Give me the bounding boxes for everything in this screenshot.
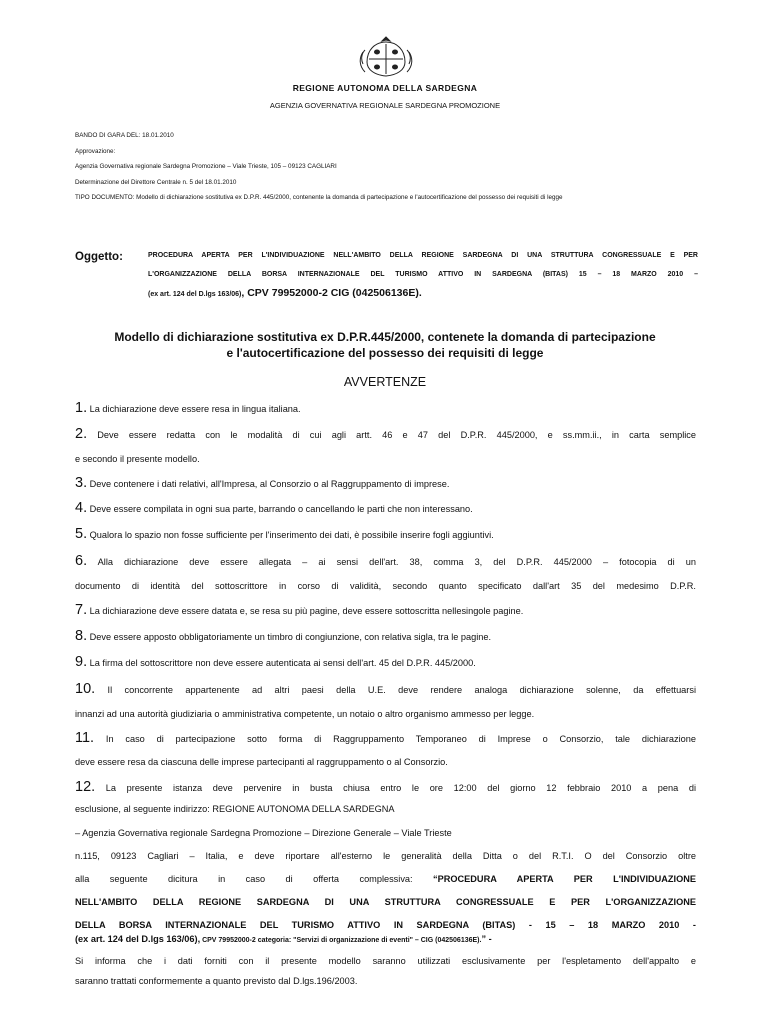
doc-title-line-2: e l'autocertificazione del possesso dei requisiti di legge bbox=[226, 346, 544, 360]
meta-agenzia: Agenzia Governativa regionale Sardegna Promozione – Viale Trieste, 105 – 09123 CAGLIARI bbox=[75, 163, 337, 170]
meta-bando: BANDO DI GARA DEL: 18.01.2010 bbox=[75, 132, 174, 139]
list-item-continued: – Agenzia Governativa regionale Sardegna Promozione – Direzione Generale – Viale Trieste bbox=[75, 828, 452, 838]
privacy-line-2: saranno trattati conformemente a quanto previsto dal D.lgs.196/2003. bbox=[75, 976, 358, 986]
list-item: 1. La dichiarazione deve essere resa in lingua italiana. bbox=[75, 400, 301, 416]
list-item: 4. Deve essere compilata in ogni sua parte, barrando o cancellando le parti che non interessano. bbox=[75, 500, 473, 516]
list-item: 3. Deve contenere i dati relativi, all'Impresa, al Consorzio o al Raggruppamento di imprese. bbox=[75, 475, 450, 491]
meta-approvazione: Approvazione: bbox=[75, 148, 116, 155]
oggetto-line-1: PROCEDURA APERTA PER L'INDIVIDUAZIONE NELL'AMBITO DELLA REGIONE SARDEGNA DI UNA STRUTTURA CONGRESSUALE E PER bbox=[148, 252, 698, 259]
meta-tipo-documento: TIPO DOCUMENTO: Modello di dichiarazione sostitutiva ex D.P.R. 445/2000, contenente la domanda di partecipazione e l'autocertificazione del possesso dei requisiti di legge bbox=[75, 194, 563, 201]
list-item: 12. La presente istanza deve pervenire in busta chiusa entro le ore 12:00 del giorno 12 febbraio 2010 a pena di bbox=[75, 779, 696, 795]
oggetto-ref: (ex art. 124 del D.lgs 163/06) bbox=[148, 291, 242, 298]
list-item-continued: documento di identità del sottoscrittore in corso di validità, secondo quanto specificato dall'art 35 del medesimo D.P.R. bbox=[75, 581, 696, 591]
list-item-continued: n.115, 09123 Cagliari – Italia, e deve riportare all'esterno le generalità della Ditta o del R.T.I. O del Consorzio oltre bbox=[75, 851, 696, 861]
list-item-continued: deve essere resa da ciascuna delle imprese partecipanti al raggruppamento o al Consorzio. bbox=[75, 757, 448, 767]
list-item: 10. Il concorrente appartenente ad altri paesi della U.E. deve rendere analoga dichiarazione solenne, da effettuarsi bbox=[75, 681, 696, 697]
meta-determinazione: Determinazione del Direttore Centrale n. 5 del 18.01.2010 bbox=[75, 179, 237, 186]
list-item-continued: DELLA BORSA INTERNAZIONALE DEL TURISMO ATTIVO IN SARDEGNA (BITAS) - 15 – 18 MARZO 2010 - bbox=[75, 920, 696, 930]
list-item: 6. Alla dichiarazione deve essere allegata – ai sensi dell'art. 38, comma 3, del D.P.R. 445/2000 – fotocopia di un bbox=[75, 553, 696, 569]
list-item-continued: alla seguente dicitura in caso di offerta complessiva: “PROCEDURA APERTA PER L'INDIVIDUAZIONE bbox=[75, 874, 696, 884]
list-item: 2. Deve essere redatta con le modalità di cui agli artt. 46 e 47 del D.P.R. 445/2000, e ss.mm.ii., in carta semplice bbox=[75, 426, 696, 442]
oggetto-line-3 bbox=[148, 287, 422, 299]
privacy-line-1: Si informa che i dati forniti con il presente modello saranno utilizzati esclusivamente per l'espletamento dell'appalto e bbox=[75, 956, 696, 966]
list-item: 8. Deve essere apposto obbligatoriamente un timbro di congiunzione, con relativa sigla, tra le pagine. bbox=[75, 628, 492, 644]
list-item-continued: innanzi ad una autorità giudiziaria o amministrativa competente, un notaio o altro organismo ammesso per legge. bbox=[75, 709, 535, 719]
oggetto-label: Oggetto: bbox=[75, 251, 123, 263]
org-name: REGIONE AUTONOMA DELLA SARDEGNA bbox=[292, 83, 478, 93]
avvertenze-heading: AVVERTENZE bbox=[343, 375, 427, 389]
list-item-continued: e secondo il presente modello. bbox=[75, 454, 200, 464]
list-item: 11. In caso di partecipazione sotto forma di Raggruppamento Temporaneo di Imprese o Consorzio, tale dichiarazione bbox=[75, 730, 696, 746]
doc-title-line-1: Modello di dichiarazione sostitutiva ex D.P.R.445/2000, contenete la domanda di partecipazione bbox=[114, 330, 656, 344]
list-item: 5. Qualora lo spazio non fosse sufficiente per l'inserimento dei dati, è possibile inserire fogli aggiuntivi. bbox=[75, 526, 494, 542]
list-item: 7. La dichiarazione deve essere datata e, se resa su più pagine, deve essere sottoscritta nellesingole pagine. bbox=[75, 602, 524, 618]
oggetto-line-2: L'ORGANIZZAZIONE DELLA BORSA INTERNAZIONALE DEL TURISMO ATTIVO IN SARDEGNA (BITAS) 15 – 18 MARZO 2010 – bbox=[148, 271, 698, 278]
list-item-continued: (ex art. 124 del D.lgs 163/06), CPV 79952000-2 categoria: "Servizi di organizzazione di eventi" – CIG (042506136E).” - bbox=[75, 934, 492, 944]
agency-name: AGENZIA GOVERNATIVA REGIONALE SARDEGNA PROMOZIONE bbox=[269, 101, 501, 110]
list-item-continued: NELL'AMBITO DELLA REGIONE SARDEGNA DI UNA STRUTTURA CONGRESSUALE E PER L'ORGANIZZAZIONE bbox=[75, 897, 696, 907]
list-item-continued: esclusione, al seguente indirizzo: REGIONE AUTONOMA DELLA SARDEGNA bbox=[75, 804, 395, 814]
oggetto-cpv: , CPV 79952000-2 CIG (042506136E). bbox=[241, 287, 422, 299]
region-crest-icon bbox=[355, 34, 417, 78]
list-item: 9. La firma del sottoscrittore non deve essere autenticata ai sensi dell'art. 45 del D.P.R. 445/2000. bbox=[75, 654, 476, 670]
